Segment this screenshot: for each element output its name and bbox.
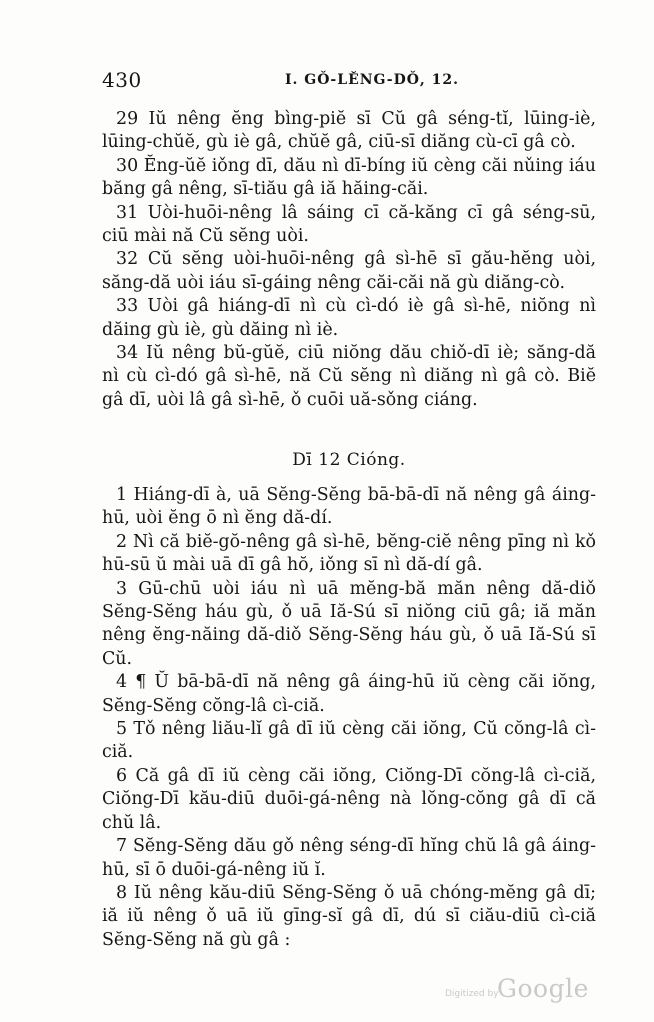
page-number: 430 xyxy=(102,68,142,92)
digitizer-watermark xyxy=(445,974,595,1008)
verse-paragraph: 33 Uòi gâ hiáng-dī nì cù cì-dó iè gâ sì-hē, niŏng nì dăing gù iè, gù dăing nì iè. xyxy=(102,296,596,340)
verse-paragraph: 29 Iŭ nêng ĕng bìng-piĕ sī Cŭ gâ séng-tĭ, lūing-iè, lūing-chŭĕ, gù iè gâ, chŭĕ gâ, ciū-sī diăng cù-cī gâ cò. xyxy=(102,109,596,153)
verse-paragraph: 30 Ĕng-ŭĕ iǒng dī, dău nì dī-bíng iŭ cèng căi nǔing iáu băng gâ nêng, sī-tiău gâ iă hăing-căi. xyxy=(102,155,596,200)
chapter-11-verses xyxy=(102,108,596,412)
verse-paragraph: 4 ¶ Ŭ bā-bā-dī nă nêng gâ áing-hū iŭ cèng căi iŏng, Sĕng-Sĕng cŏng-lâ cì-ciă. xyxy=(102,672,596,716)
google-logo: Google xyxy=(497,974,589,1003)
verse-paragraph: 8 Iŭ nêng kău-diū Sĕng-Sĕng ǒ uā chóng-mĕng gâ dī; iă iŭ nêng ǒ uā iŭ gīng-sĭ gâ dī, dú sī ciău-diū cì-ciă Sĕng-Sĕng nă gù gâ : xyxy=(102,882,596,950)
verse-paragraph: 2 Nì că biĕ-gŏ-nêng gâ sì-hē, bĕng-ciĕ nêng pīng nì kǒ hū-sū ŭ mài uā dī gâ hŏ, iǒng sī nì dă-dí gâ. xyxy=(102,531,596,576)
verse-paragraph: 31 Uòi-huōi-nêng lâ sáing cī că-kăng cī gâ séng-sū, ciū mài nă Cŭ sĕng uòi. xyxy=(102,202,596,247)
verse-paragraph: 32 Cŭ sĕng uòi-huōi-nêng gâ sì-hē sī gău-hĕng uòi, săng-dă uòi iáu sī-gáing nêng căi-căi nă gù diăng-cò. xyxy=(102,249,596,293)
verse-paragraph: 34 Iŭ nêng bŭ-gŭĕ, ciū niŏng dău chiǒ-dī iè; săng-dă nì cù cì-dó gâ sì-hē, nă Cŭ sĕng nì diăng nì gâ cò. Biĕ gâ dī, uòi lâ gâ sì-hē, ǒ cuōi uă-sǒng ciáng. xyxy=(102,343,596,410)
digitized-by-text: Digitized by xyxy=(445,989,499,999)
page-header xyxy=(102,62,582,92)
verse-paragraph: 7 Sĕng-Sĕng dău gǒ nêng séng-dī hĭng chŭ lâ gâ áing-hū, sī ō duōi-gá-nêng iŭ ĭ. xyxy=(102,836,596,880)
running-title: I. GǑ-LĔNG-DǑ, 12. xyxy=(284,72,460,88)
chapter-heading: Dī 12 Cióng. xyxy=(292,450,406,470)
verse-paragraph: 1 Hiáng-dī à, uā Sĕng-Sĕng bā-bā-dī nă nêng gâ áing-hū, uòi ĕng ō nì ĕng dă-dí. xyxy=(102,485,596,529)
verse-paragraph: 5 Tǒ nêng liău-lĭ gâ dī iŭ cèng căi iŏng, Cŭ cŏng-lâ cì-ciă. xyxy=(102,719,596,763)
verse-paragraph: 3 Gū-chū uòi iáu nì uā mĕng-bă măn nêng dă-diǒ Sĕng-Sĕng háu gù, ǒ uā Iă-Sú sī niŏng ciū gâ; iă măn nêng ĕng-năing dă-diǒ Sĕng-Sĕng háu gù, ǒ uā Iă-Sú sī Cŭ. xyxy=(102,578,596,669)
verse-paragraph: 6 Că gâ dī iŭ cèng căi iŏng, Ciŏng-Dī cŏng-lâ cì-ciă, Ciŏng-Dī kău-diū duōi-gá-nêng nà lŏng-cŏng gâ dī că chŭ lâ. xyxy=(102,765,596,833)
chapter-12-verses xyxy=(102,484,596,952)
